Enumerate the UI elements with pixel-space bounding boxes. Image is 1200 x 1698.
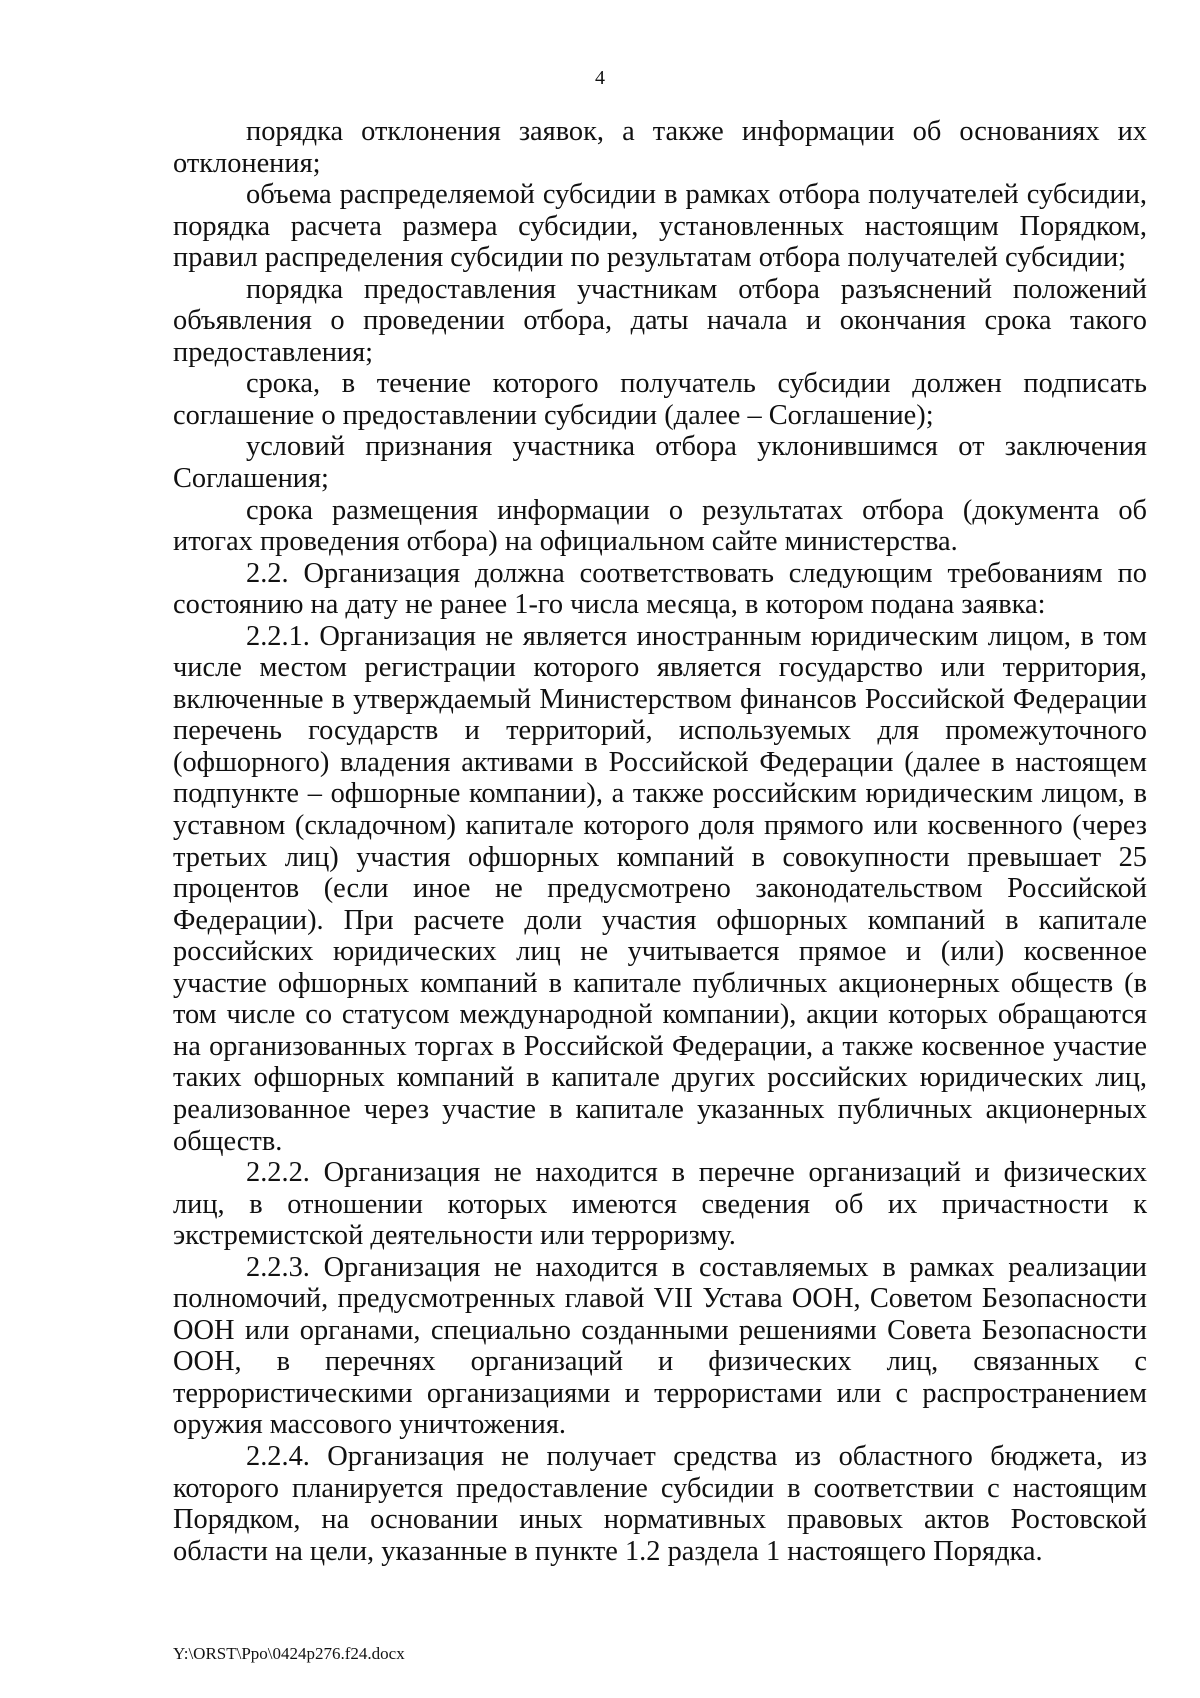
footer-file-path: Y:\ORST\Ppo\0424p276.f24.docx xyxy=(173,1644,405,1663)
paragraph-results-publication: срока размещения информации о результатах отбора (документа об итогах проведения отбора) на официальном сайте министерства. xyxy=(173,494,1147,558)
paragraph-rejection-order: порядка отклонения заявок, а также информации об основаниях их отклонения; xyxy=(173,116,1147,179)
paragraph-2-2: 2.2. Организация должна соответствовать следующим требованиям по состоянию на дату не ранее 1-го числа месяца, в котором подана заявка: xyxy=(173,557,1147,621)
paragraph-evasion-conditions: условий признания участника отбора уклонившимся от заключения Соглашения; xyxy=(173,431,1147,495)
paragraph-subsidy-volume: объема распределяемой субсидии в рамках отбора получателей субсидии, порядка расчета размера субсидии, установленных настоящим Порядком, правил распределения субсидии по результатам отбора получателей субсидии; xyxy=(173,179,1147,274)
document-body xyxy=(173,116,1147,1567)
paragraph-clarifications: порядка предоставления участникам отбора разъяснений положений объявления о проведении отбора, даты начала и окончания срока такого предоставления; xyxy=(173,273,1147,368)
paragraph-agreement-term: срока, в течение которого получатель субсидии должен подписать соглашение о предоставлении субсидии (далее – Соглашение); xyxy=(173,368,1147,431)
paragraph-2-2-4: 2.2.4. Организация не получает средства из областного бюджета, из которого планируется предоставление субсидии в соответствии с настоящим Порядком, на основании иных нормативных правовых актов Ростовской области на цели, указанные в пункте 1.2 раздела 1 настоящего Порядка. xyxy=(173,1440,1147,1567)
paragraph-2-2-3: 2.2.3. Организация не находится в составляемых в рамках реализации полномочий, предусмотренных главой VII Устава ООН, Советом Безопасности ООН или органами, специально созданными решениями Совета Безопасности ООН, в перечнях организаций и физических лиц, связанных с террористическими организациями и террористами или с распространением оружия массового уничтожения. xyxy=(173,1251,1147,1441)
paragraph-2-2-1: 2.2.1. Организация не является иностранным юридическим лицом, в том числе местом регистрации которого является государство или территория, включенные в утверждаемый Министерством финансов Российской Федерации перечень государств и территорий, используемых для промежуточного (офшорного) владения активами в Российской Федерации (далее в настоящем подпункте – офшорные компании), а также российским юридическим лицом, в уставном (складочном) капитале которого доля прямого или косвенного (через третьих лиц) участия офшорных компаний в совокупности превышает 25 процентов (если иное не предусмотрено законодательством Российской Федерации). При расчете доли участия офшорных компаний в капитале российских юридических лиц не учитывается прямое и (или) косвенное участие офшорных компаний в капитале публичных акционерных обществ (в том числе со статусом международной компании), акции которых обращаются на организованных торгах в Российской Федерации, а также косвенное участие таких офшорных компаний в капитале других российских юридических лиц, реализованное через участие в капитале указанных публичных акционерных обществ. xyxy=(173,620,1147,1157)
paragraph-2-2-2: 2.2.2. Организация не находится в перечне организаций и физических лиц, в отношении которых имеются сведения об их причастности к экстремистской деятельности или терроризму. xyxy=(173,1157,1147,1252)
page-number: 4 xyxy=(595,67,605,89)
